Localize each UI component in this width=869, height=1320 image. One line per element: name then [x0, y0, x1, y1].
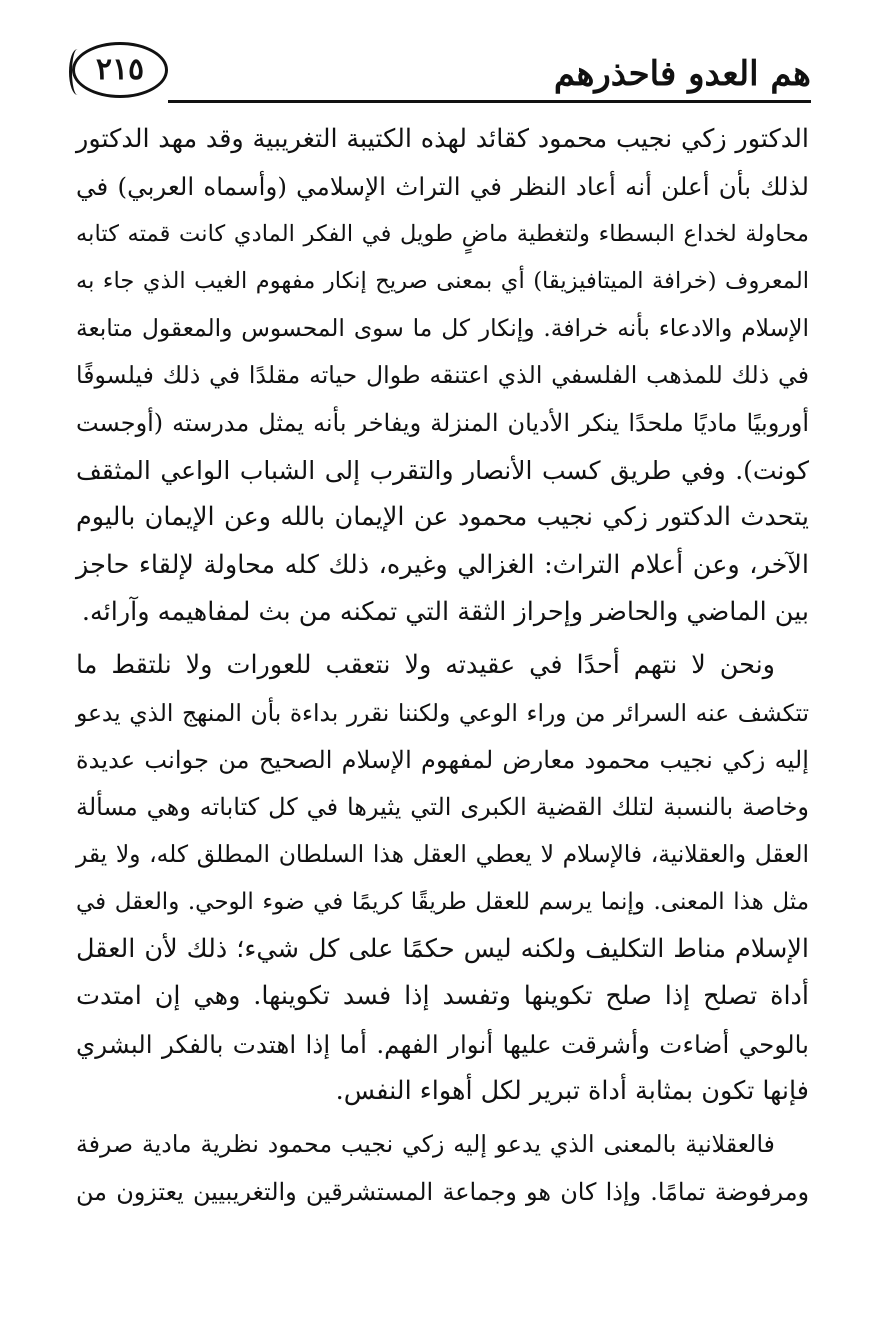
text-line: المعروف (خرافة الميتافيزيقا) أي بمعنى صريح إنكار مفهوم الغيب الذي جاء به: [76, 267, 809, 294]
paragraph-3: [76, 1121, 809, 1216]
text-line: فإنها تكون بمثابة أداة تبرير لكل أهواء النفس.: [335, 1075, 809, 1106]
text-line: ومرفوضة تمامًا. وإذا كان هو وجماعة المستشرقين والتغريبيين يعتزون من: [76, 1177, 809, 1206]
text-line: بالوحي أضاءت وأشرقت عليها أنوار الفهم. أما إذا اهتدت بالفكر البشري: [76, 1029, 809, 1059]
text-line: في ذلك للمذهب الفلسفي الذي اعتنقه طوال حياته مقلدًا في ذلك فيلسوفًا: [76, 361, 809, 390]
text-line: أوروبيًا ماديًا ملحدًا ينكر الأديان المنزلة ويفاخر بأنه يمثل مدرسته (أوجست: [76, 408, 809, 437]
running-title: هم العدو فاحذرهم: [553, 54, 811, 94]
text-line: لذلك بأن أعلن أنه أعاد النظر في التراث الإسلامي (وأسماه العربي) في: [76, 172, 809, 202]
text-line: الإسلام والادعاء بأنه خرافة. وإنكار كل ما سوى المحسوس والمعقول متابعة: [76, 314, 809, 343]
page-number-frame: [72, 42, 168, 98]
header-rule: [168, 100, 811, 103]
text-line: كونت). وفي طريق كسب الأنصار والتقرب إلى الشباب الواعي المثقف: [76, 456, 809, 486]
text-line: مثل هذا المعنى. وإنما يرسم للعقل طريقًا كريمًا في ضوء الوحي. والعقل في: [76, 888, 809, 915]
text-line: وخاصة بالنسبة لتلك القضية الكبرى التي يثيرها في كل كتاباته وهي مسألة: [76, 793, 809, 822]
paragraph-1: [76, 116, 809, 636]
text-line: تتكشف عنه السرائر من وراء الوعي ولكننا نقرر بداءة بأن المنهج الذي يدعو: [76, 699, 809, 727]
text-line: العقل والعقلانية، فالإسلام لا يعطي العقل هذا السلطان المطلق كله، ولا يقر: [76, 841, 809, 869]
text-line: فالعقلانية بالمعنى الذي يدعو إليه زكي نجيب محمود نظرية مادية صرفة: [76, 1130, 775, 1159]
text-line: بين الماضي والحاضر وإحراز الثقة التي تمكنه من بث لمفاهيمه وآرائه.: [81, 596, 809, 627]
paragraph-2: [76, 642, 809, 1115]
text-line: الدكتور زكي نجيب محمود كقائد لهذه الكتيبة التغريبية وقد مهد الدكتور: [76, 124, 809, 154]
text-line: أداة تصلح إذا صلح تكوينها وتفسد إذا فسد تكوينها. وهي إن امتدت: [76, 981, 809, 1012]
text-line: الإسلام مناط التكليف ولكنه ليس حكمًا على كل شيء؛ ذلك لأن العقل: [76, 934, 809, 965]
text-line: إليه زكي نجيب محمود معارض لمفهوم الإسلام الصحيح من جوانب عديدة: [76, 745, 809, 774]
page-header: [72, 42, 811, 106]
text-line: محاولة لخداع البسطاء ولتغطية ماضٍ طويل في الفكر المادي كانت قمته كتابه: [76, 220, 809, 247]
text-line: يتحدث الدكتور زكي نجيب محمود عن الإيمان بالله وعن الإيمان باليوم: [76, 502, 809, 533]
text-line: ونحن لا نتهم أحدًا في عقيدته ولا نتعقب للعورات ولا نلتقط ما: [76, 650, 775, 681]
body-text: [76, 116, 809, 1216]
text-line: الآخر، وعن أعلام التراث: الغزالي وغيره، ذلك كله محاولة لإلقاء حاجز: [76, 549, 809, 580]
page-number: ٢١٥: [95, 52, 145, 87]
